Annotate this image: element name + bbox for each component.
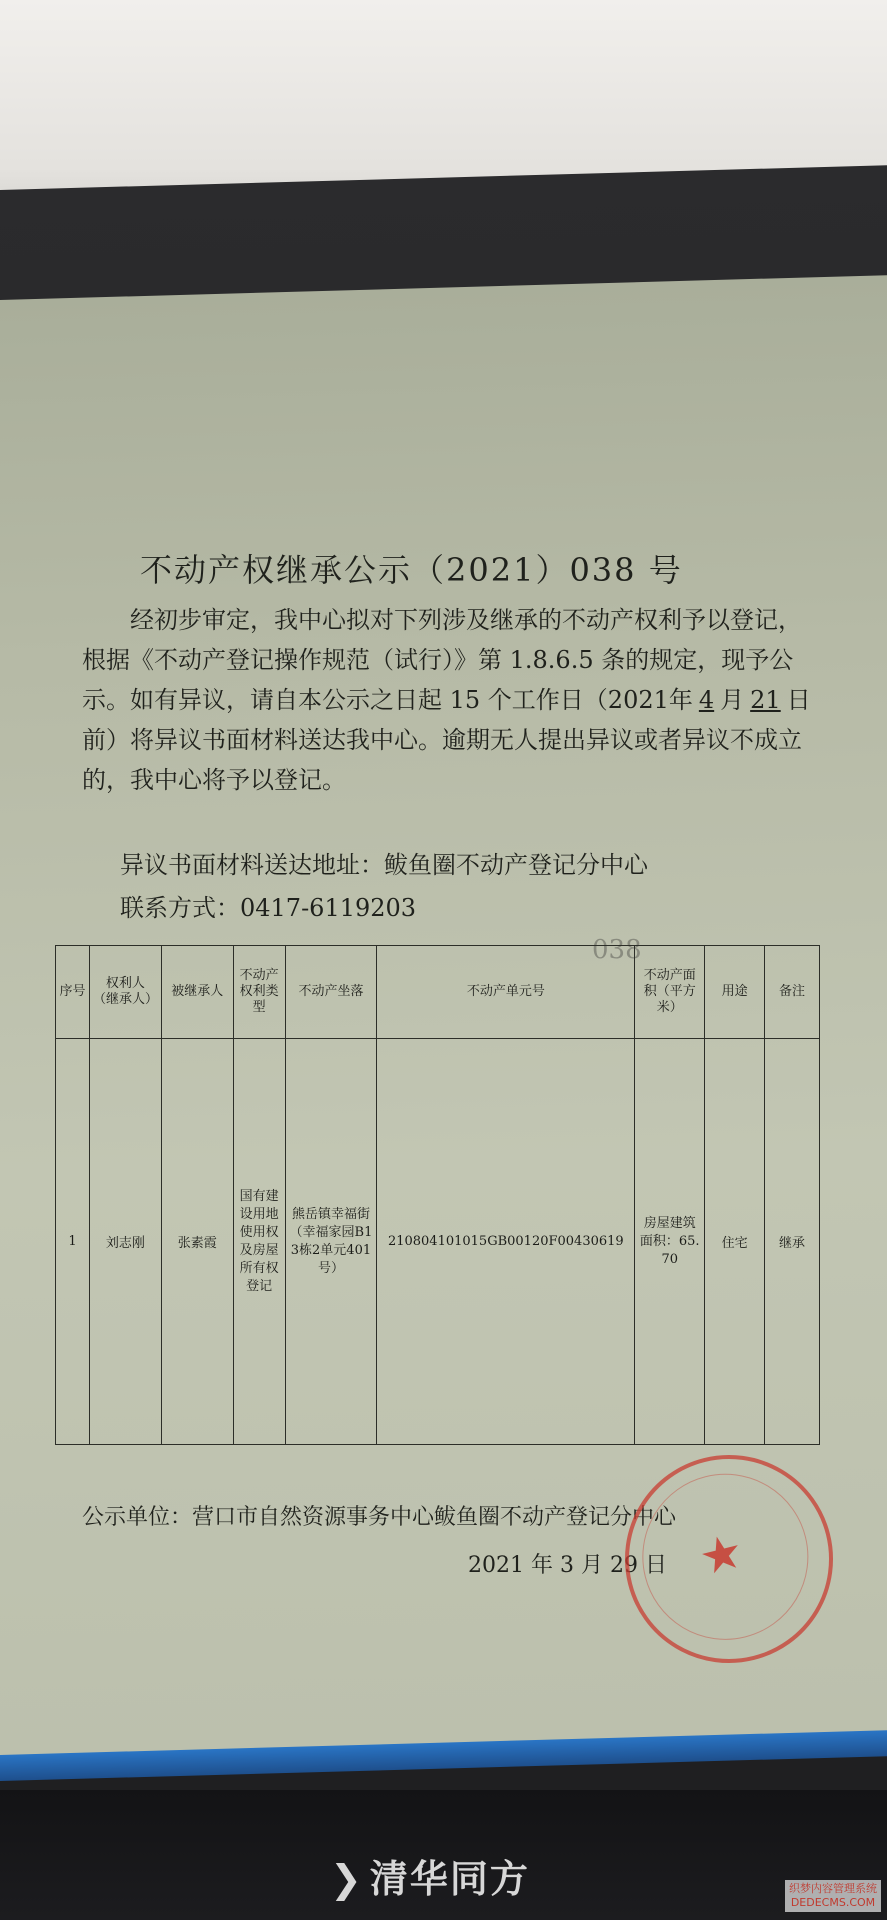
col-header: 序号 [56,946,90,1039]
col-header: 权利人（继承人） [89,946,161,1039]
watermark-line: DEDECMS.COM [790,1896,876,1909]
cell-index: 1 [56,1039,90,1445]
site-watermark [785,1880,881,1912]
publish-date: 2021 年 3 月 29 日 [468,1553,667,1578]
table-header-row [56,946,820,1039]
publishing-unit: 公示单位：营口市自然资源事务中心鲅鱼圈不动产登记分中心 [82,1505,677,1530]
col-header: 不动产坐落 [285,946,377,1039]
year-suffix-a: 年 [668,686,693,714]
objection-address: 异议书面材料送达地址：鲅鱼圈不动产登记分中心 [120,851,648,879]
cell-unit-number: 210804101015GB00120F00430619 [377,1039,635,1445]
col-header: 不动产单元号 [377,946,635,1039]
seal-star-icon: ★ [693,1522,749,1588]
month-label: 月 [720,686,745,714]
col-header: 备注 [765,946,820,1039]
deadline-day: 21 [750,686,781,714]
col-header: 不动产面积（平方米） [635,946,705,1039]
col-header: 被继承人 [161,946,233,1039]
cell-location: 熊岳镇幸福街（幸福家园B13栋2单元401号） [285,1039,377,1445]
paragraph-tail: 日前）将异议书面材料送达我中心。逾期无人提出异议或者异议不成立的，我中心将予以登记。 [82,686,811,794]
table-row [56,1039,820,1445]
col-header: 用途 [705,946,765,1039]
paragraph-text: 经初步审定，我中心拟对下列涉及继承的不动产权利予以登记，根据《不动产登记操作规范（试行）》第 1.8.6.5 条的规定，现予公示。如有异议，请自本公示之日起 15 个工作日（2021 [82,606,802,714]
col-header: 不动产权利类型 [233,946,285,1039]
registration-table [55,945,820,1445]
cell-usage: 住宅 [705,1039,765,1445]
cell-area: 房屋建筑面积：65.70 [635,1039,705,1445]
brand-name: 清华同方 [369,1857,530,1901]
monitor-brand-logo [330,1848,530,1903]
cell-heir: 刘志刚 [89,1039,161,1445]
contact-info: 联系方式：0417-6119203 [120,894,417,922]
cell-decedent: 张素霞 [161,1039,233,1445]
ghost-reflection-text: 038 [592,935,642,965]
notice-title: 不动产权继承公示（2021）038 号 [140,551,683,589]
watermark-line: 织梦内容管理系统 [789,1882,877,1895]
notice-body [82,600,812,800]
deadline-month: 4 [698,686,715,714]
cell-remark: 继承 [765,1039,820,1445]
notice-paragraph [82,600,812,800]
brand-mark-icon: ❯ [330,1857,364,1901]
official-seal [603,1433,855,1685]
cell-right-type: 国有建设用地使用权及房屋所有权登记 [233,1039,285,1445]
